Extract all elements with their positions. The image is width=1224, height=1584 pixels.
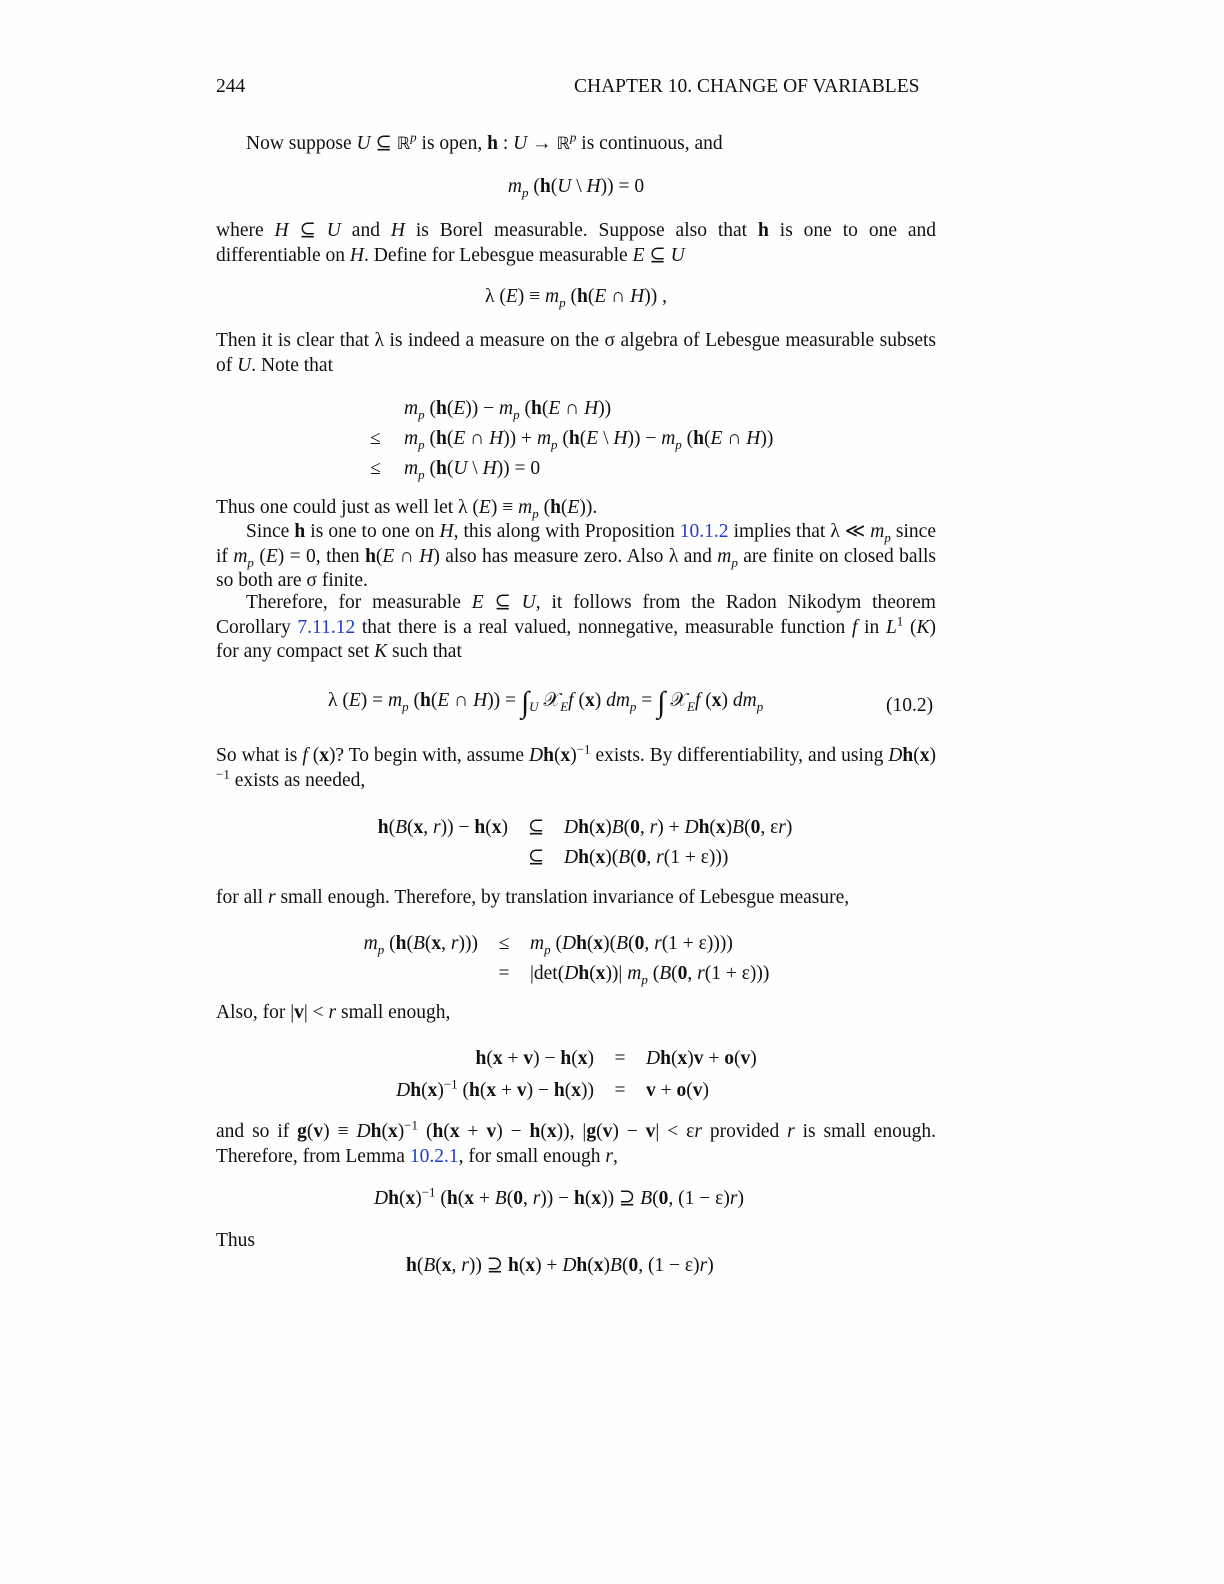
lemma-link[interactable]: 10.2.1 (409, 1145, 459, 1167)
equation-line: ⊆ Dh(x)(B(0, r(1 + ε))) (527, 847, 729, 868)
paragraph: Thus one could just as well let λ $(E) \equiv m_p$ (h(E)). (216, 497, 598, 521)
aligned-equations (350, 929, 769, 989)
aligned-equations (348, 813, 792, 873)
equation-line: $m_p$ (h(B(x, $r))) \le m_p$ (Dh(x)(B(0, r(1 + ε)))) (363, 933, 733, 957)
equation-line: $Dh(x)^{-1}$ (h(x + v) − h(x)) = v + o(v) (396, 1076, 709, 1101)
paragraph: Then it is clear that λ is indeed a measure on the σ algebra of Lebesgue measurable subsets of U. Note that (216, 330, 936, 376)
page-number: 244 (216, 76, 246, 97)
paragraph: where H ⊆ U and H is Borel measurable. Suppose also that h is one to one and differentiable on H. Define for Lebesgue measurable E ⊆ U (216, 220, 937, 266)
display-equation: $Dh(x)^{-1}$ (h(x + B(0, r)) − h(x)) ⊇ B(0, (1 − ε)r) (374, 1184, 744, 1209)
paragraph: Since h is one to one on H, this along with Proposition 10.1.2 implies that λ ≪ $m_p$ since if $m_p$ (E) = 0, then h(E ∩ H) also has measure zero. Also λ and $m_p$ are finite on closed balls so both are σ finite. (216, 521, 936, 591)
equation-line: $m_p$ $(h(E)) - m_p$ (h(E ∩ H)) (404, 398, 612, 422)
equation-line: ≤ $m_p$ (h(E ∩ $H)) + m_p$ (h(E \ $H)) - m_p$ (h(E ∩ H)) (370, 428, 774, 452)
aligned-equations (374, 1043, 757, 1107)
running-head: CHAPTER 10. CHANGE OF VARIABLES (574, 76, 920, 97)
paragraph: Also, for |v| < r small enough, (216, 1002, 451, 1023)
display-equation: h(B(x, r)) ⊇ h(x) + Dh(x)B(0, (1 − ε)r) (406, 1255, 714, 1276)
paragraph: Now suppose U ⊆ ℝ$^p$ is open, h : U → ℝ$^p$ is continuous, and (246, 129, 723, 154)
equation-line: h(B(x, r)) − h(x) ⊆ Dh(x)B(0, r) + Dh(x)B(0, εr) (377, 817, 793, 838)
corollary-link[interactable]: 7.11.12 (297, 616, 356, 638)
equation-line: h(x + v) − h(x) = Dh(x)v + o(v) (475, 1048, 757, 1069)
display-equation: $m_p$ (h(U \ H)) = 0 (507, 176, 645, 200)
proposition-link[interactable]: 10.1.2 (679, 521, 729, 542)
equation-number: (10.2) (886, 695, 934, 716)
aligned-equations (370, 394, 773, 484)
equation-line: ≤ $m_p$ (h(U \ H)) = 0 (370, 458, 541, 482)
paragraph: Therefore, for measurable E ⊆ U, it follows from the Radon Nikodym theorem Corollary 7.11.12 that there is a real valued, nonnegative, measurable function f in $L^1$ (K) for any compact set K such that (216, 592, 936, 662)
paragraph: Thus (216, 1230, 255, 1251)
equation-line: = |det(Dh(x))| $m_p$ (B(0, r(1 + ε))) (498, 963, 770, 987)
paragraph: and so if $g(v) \equiv Dh(x)^{-1}$ (h(x + v) − h(x)), |g(v) − v| < εr provided r is small enough. Therefore, from Lemma 10.2.1, for small enough r, (216, 1117, 936, 1167)
paragraph: So what is f (x)? To begin with, assume $Dh(x)^{-1}$ exists. By differentiability, and using $Dh(x)^{-1}$ exists as needed, (216, 741, 936, 791)
paragraph: for all r small enough. Therefore, by translation invariance of Lebesgue measure, (216, 887, 850, 908)
display-equation: λ $(E) \equiv m_p$ (h(E ∩ H)) , (485, 286, 667, 310)
display-equation: λ $(E) = m_p$ (h(E ∩ $H)) = \int_U$ 𝒳$_E$f (x) $dm_p$ = ∫ 𝒳$_E$f (x) $dm_p$ (328, 686, 764, 719)
